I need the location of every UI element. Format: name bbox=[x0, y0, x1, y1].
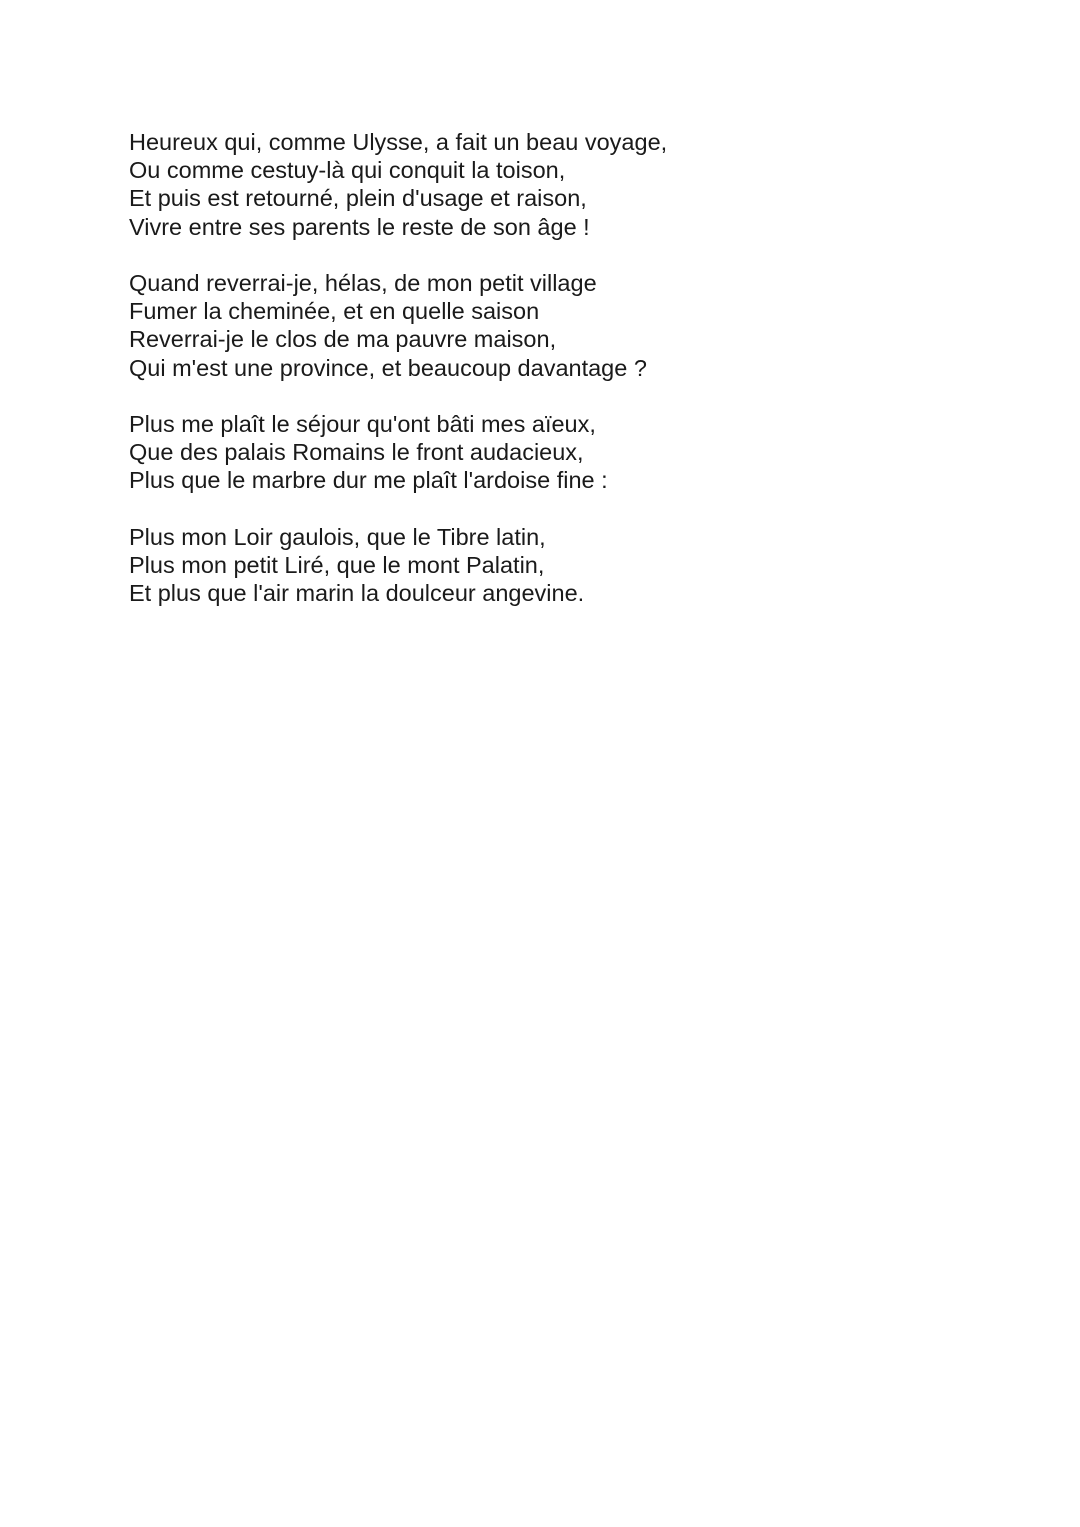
verse-line: Et plus que l'air marin la doulceur angevine. bbox=[129, 580, 585, 607]
verse-line: Plus me plaît le séjour qu'ont bâti mes aïeux, bbox=[129, 411, 596, 437]
verse-line: Et puis est retourné, plein d'usage et raison, bbox=[129, 185, 587, 212]
verse-line: Plus mon petit Liré, que le mont Palatin, bbox=[129, 552, 545, 578]
verse-line: Ou comme cestuy-là qui conquit la toison, bbox=[129, 157, 566, 184]
verse-line: Vivre entre ses parents le reste de son âge ! bbox=[129, 213, 590, 240]
stanza-2 bbox=[129, 269, 1029, 382]
verse-line: Qui m'est une province, et beaucoup davantage ? bbox=[129, 354, 647, 381]
poem-text bbox=[129, 128, 1029, 636]
verse-line: Quand reverrai-je, hélas, de mon petit village bbox=[129, 270, 597, 296]
verse-line: Plus mon Loir gaulois, que le Tibre latin, bbox=[129, 523, 546, 550]
verse-line: Que des palais Romains le front audacieux, bbox=[129, 439, 584, 466]
stanza-1 bbox=[129, 128, 1029, 241]
stanza-4 bbox=[129, 523, 1029, 608]
verse-line: Fumer la cheminée, et en quelle saison bbox=[129, 298, 540, 325]
stanza-3 bbox=[129, 410, 1029, 495]
verse-line: Heureux qui, comme Ulysse, a fait un beau voyage, bbox=[129, 129, 668, 155]
verse-line: Plus que le marbre dur me plaît l'ardoise fine : bbox=[129, 467, 608, 494]
verse-line: Reverrai-je le clos de ma pauvre maison, bbox=[129, 326, 557, 353]
